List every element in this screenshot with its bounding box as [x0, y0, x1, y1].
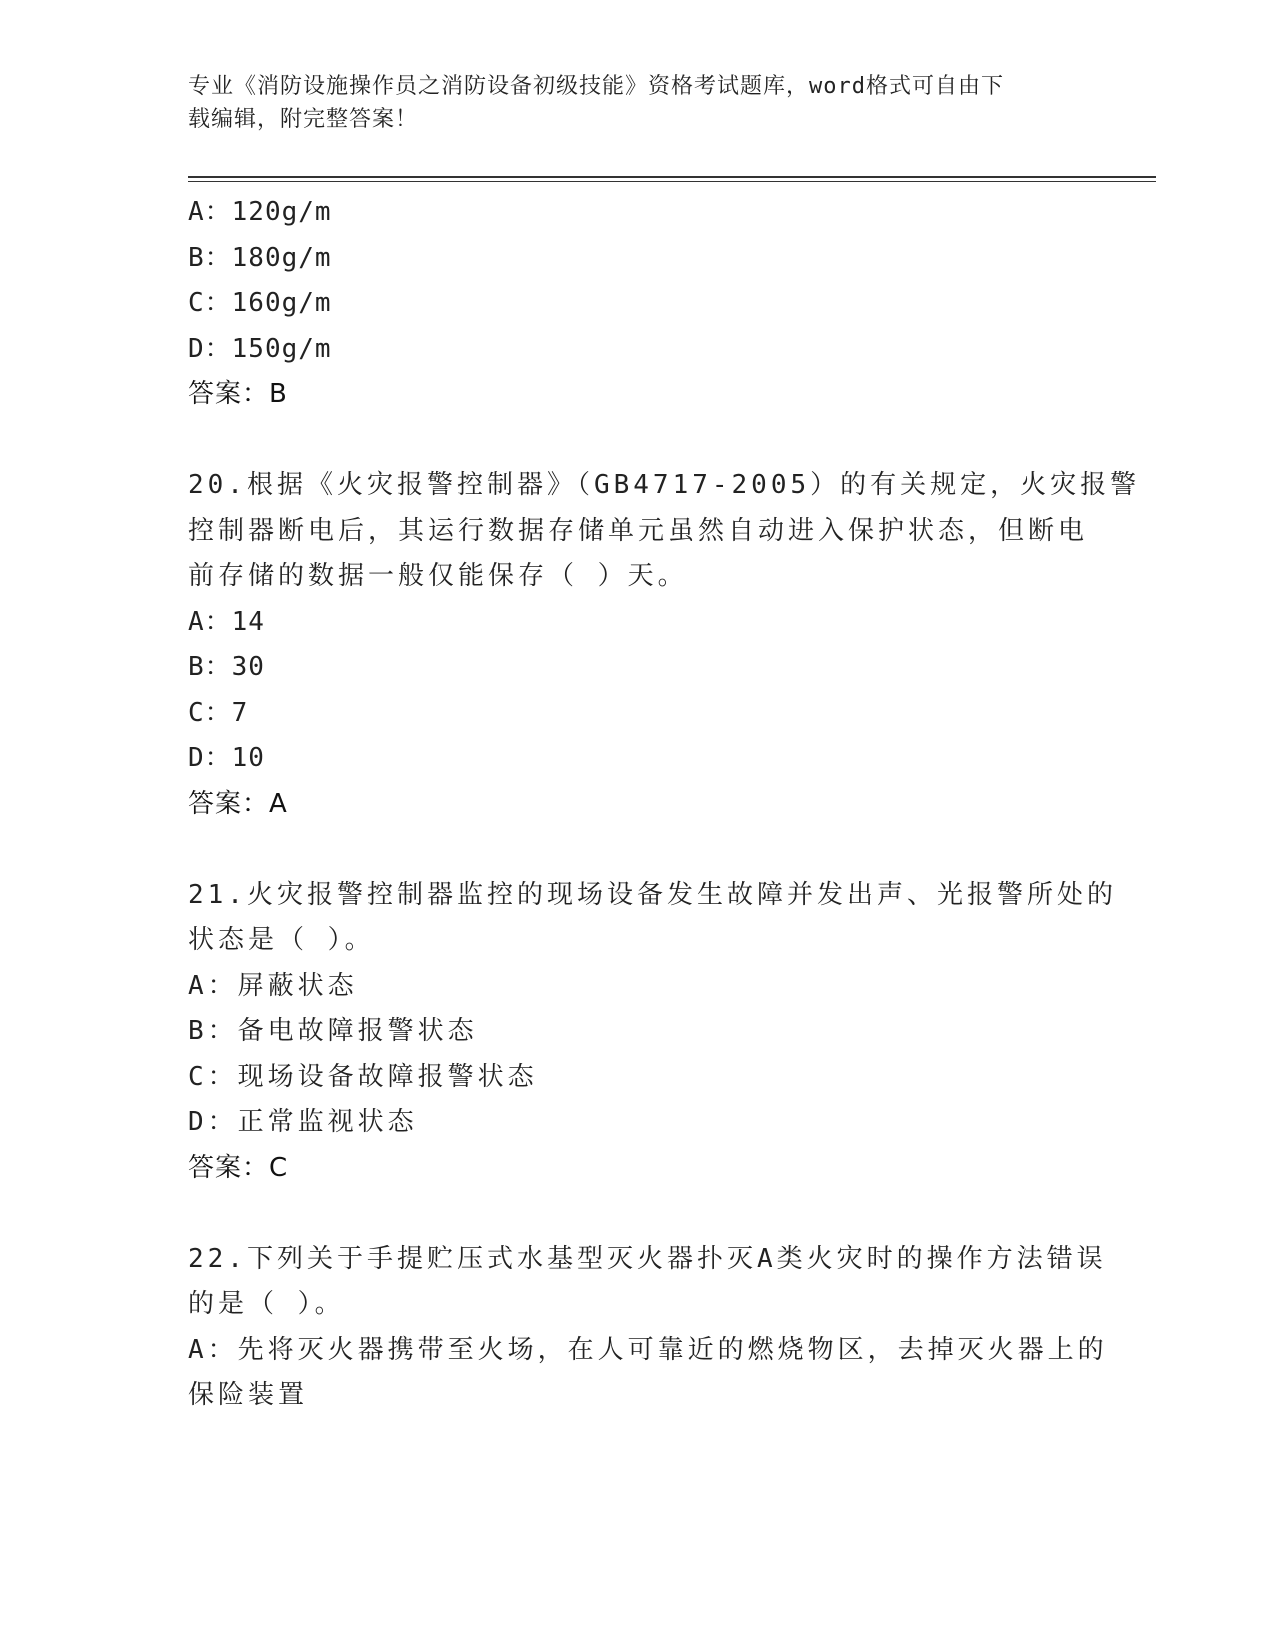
- option-list: [188, 1328, 1108, 1419]
- question-20: [188, 463, 1141, 827]
- document-header: [188, 70, 1088, 136]
- stem-line: 的是（ ）。: [188, 1289, 345, 1319]
- option-c: C：现场设备故障报警状态: [188, 1061, 538, 1092]
- option-d: D：正常监视状态: [188, 1107, 418, 1137]
- spacer: [188, 1191, 1088, 1237]
- option-a: A：先将灭火器携带至火场，在人可靠近的燃烧物区，去掉灭火器上的: [188, 1334, 1108, 1365]
- option-a: A：屏蔽状态: [188, 970, 358, 1001]
- stem-line: 状态是（ ）。: [188, 925, 375, 955]
- option-b: B：180g/m: [188, 242, 332, 273]
- option-b: B：30: [188, 652, 265, 682]
- option-c: C：160g/m: [188, 288, 332, 318]
- option-a: A：120g/m: [188, 197, 332, 227]
- answer-line: 答案：C: [188, 1152, 289, 1183]
- stem-line: 21.火灾报警控制器监控的现场设备发生故障并发出声、光报警所处的: [188, 879, 1117, 910]
- stem-line: 20.根据《火灾报警控制器》（GB4717-2005）的有关规定，火灾报警: [188, 470, 1141, 500]
- header-line-2: 载编辑，附完整答案！: [188, 107, 419, 132]
- stem-line: 前存储的数据一般仅能保存（ ）天。: [188, 561, 688, 591]
- document-body: [188, 190, 1141, 1419]
- header-line-1: 专业《消防设施操作员之消防设备初级技能》资格考试题库，word格式可自由下: [188, 74, 1004, 99]
- question-stem: [188, 1237, 1107, 1328]
- stem-line: 控制器断电后，其运行数据存储单元虽然自动进入保护状态，但断电: [188, 515, 1089, 546]
- option-a-continuation: 保险装置: [188, 1380, 309, 1410]
- option-b: B：备电故障报警状态: [188, 1016, 478, 1046]
- question-stem: [188, 463, 1141, 600]
- question-22: [188, 1237, 1108, 1419]
- answer-line: 答案：B: [188, 379, 288, 409]
- spacer: [188, 827, 1088, 873]
- option-d: D：10: [188, 743, 265, 773]
- question-stem: [188, 873, 1117, 964]
- answer-line: 答案：A: [188, 788, 288, 819]
- header-divider-thin: [188, 181, 1156, 182]
- question-21: [188, 873, 1117, 1192]
- option-a: A：14: [188, 606, 265, 637]
- header-divider-thick: [188, 176, 1156, 178]
- spacer: [188, 418, 1088, 464]
- option-d: D：150g/m: [188, 333, 332, 364]
- option-list: [188, 964, 1088, 1146]
- stem-line: 22.下列关于手提贮压式水基型灭火器扑灭A类火灾时的操作方法错误: [188, 1243, 1107, 1274]
- option-c: C：7: [188, 697, 249, 728]
- question-19-options: [188, 190, 1088, 418]
